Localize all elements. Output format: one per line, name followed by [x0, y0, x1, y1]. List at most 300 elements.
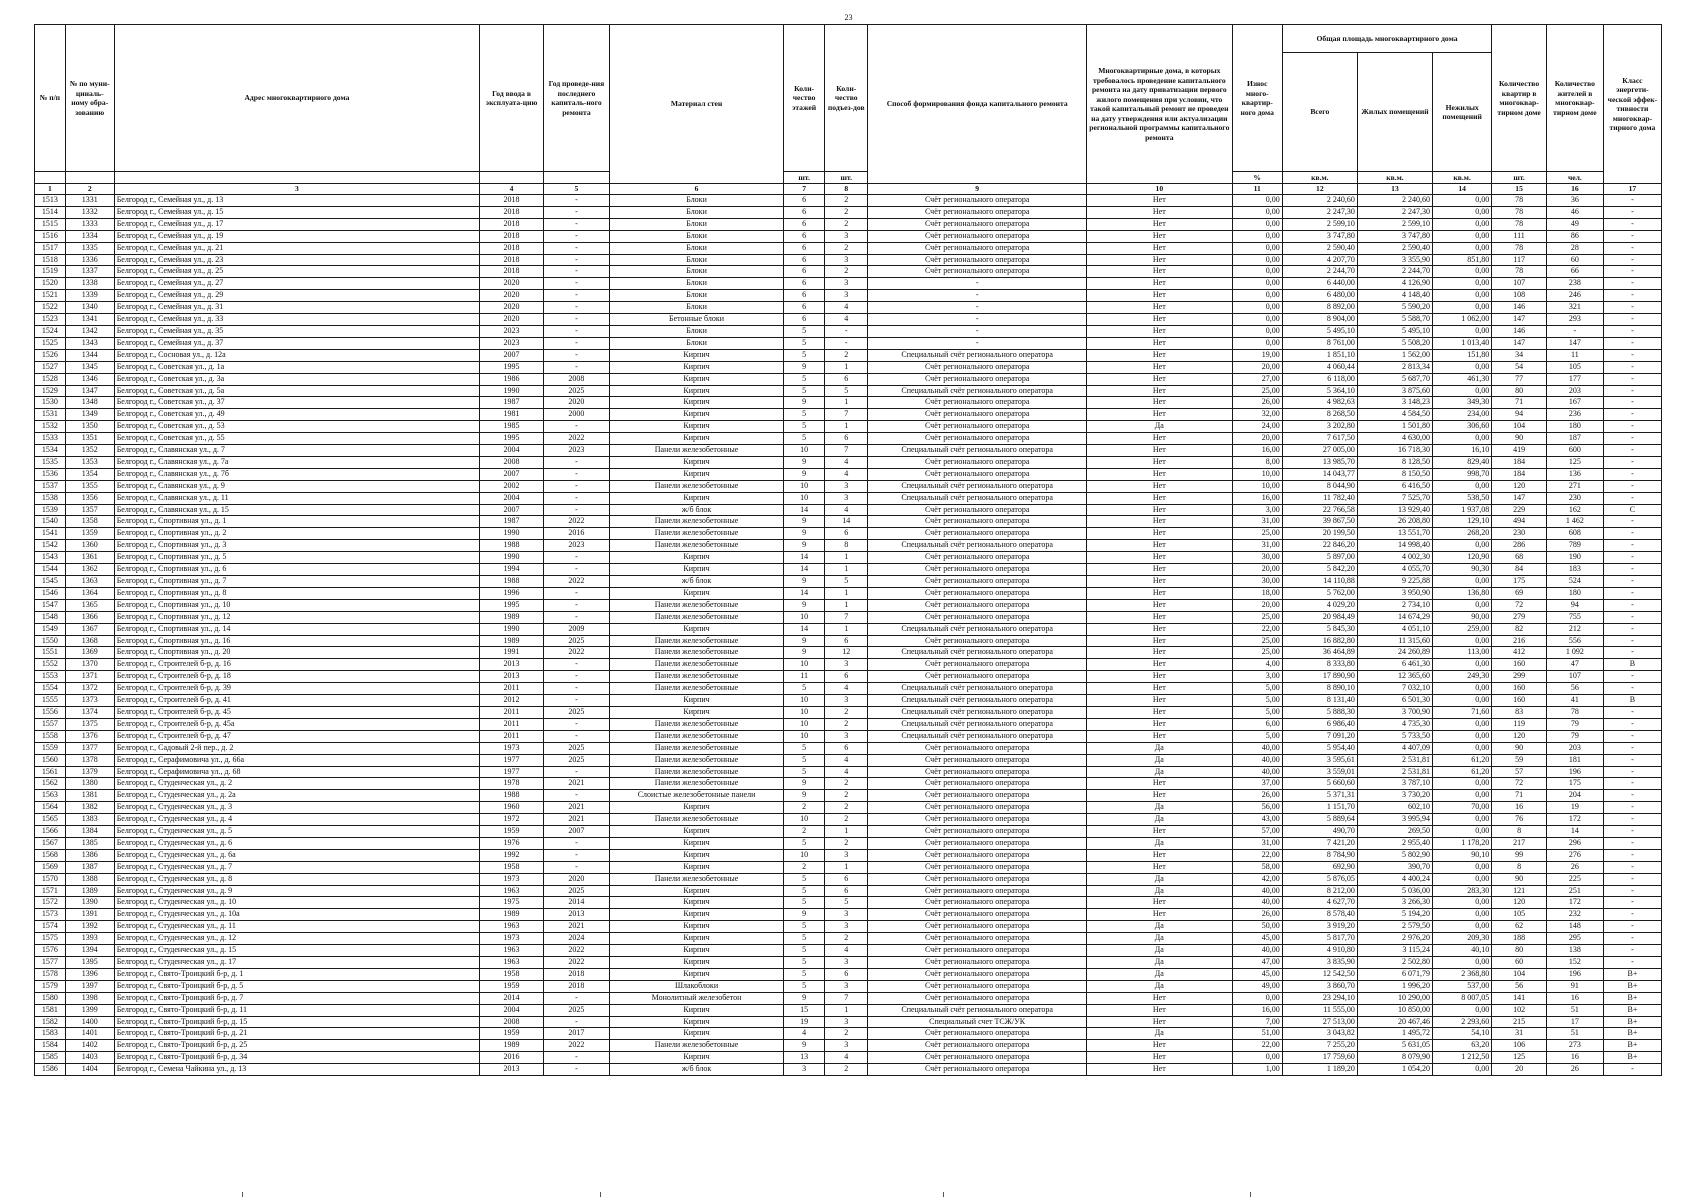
table-cell: В+ — [1603, 1028, 1661, 1040]
table-cell: 0,00 — [1433, 302, 1492, 314]
table-cell: 104 — [1492, 968, 1547, 980]
table-cell: 5 — [784, 337, 825, 349]
table-cell: 2 — [825, 206, 868, 218]
table-cell: 2025 — [543, 742, 609, 754]
table-row — [35, 337, 1662, 349]
table-cell: 1574 — [35, 921, 66, 933]
table-cell: - — [1603, 730, 1661, 742]
table-cell: 12 — [825, 647, 868, 659]
table-cell: 13 — [784, 1052, 825, 1064]
table-cell: 9 — [784, 635, 825, 647]
table-cell: 0,00 — [1433, 433, 1492, 445]
table-cell: Нет — [1086, 278, 1232, 290]
table-cell: 172 — [1546, 814, 1603, 826]
table-cell: 4 — [825, 766, 868, 778]
table-cell: 2007 — [480, 468, 544, 480]
table-cell: 1561 — [35, 766, 66, 778]
table-cell: Блоки — [609, 302, 783, 314]
table-cell: 1568 — [35, 849, 66, 861]
table-cell: - — [543, 456, 609, 468]
table-cell: Белгород г., Славянская ул., д. 7а — [114, 456, 479, 468]
table-cell: 2022 — [543, 647, 609, 659]
table-cell: 8 578,40 — [1282, 909, 1357, 921]
table-cell: 4 630,00 — [1357, 433, 1432, 445]
table-cell: 6 — [784, 302, 825, 314]
table-cell: 8 044,90 — [1282, 480, 1357, 492]
table-cell: Счёт регионального оператора — [868, 873, 1087, 885]
table-row — [35, 421, 1662, 433]
table-cell: 14 — [825, 516, 868, 528]
table-row — [35, 623, 1662, 635]
table-cell: 10 — [784, 849, 825, 861]
table-cell: 2 — [825, 1028, 868, 1040]
table-cell: Нет — [1086, 778, 1232, 790]
table-cell: 1555 — [35, 695, 66, 707]
table-cell: 6 — [825, 635, 868, 647]
table-cell: 0,00 — [1433, 576, 1492, 588]
table-cell: Счёт регионального оператора — [868, 242, 1087, 254]
table-row — [35, 564, 1662, 576]
table-cell: 2000 — [543, 409, 609, 421]
header-repair-required: Многоквартирные дома, в которых требовалось проведение капитального ремонта на дату приватизации первого жилого помещения при условии, что такой капитальный ремонт не проведен на дату утверждения или актуализации региональной программы капитального ремонта — [1086, 25, 1232, 184]
table-cell: 2 — [825, 242, 868, 254]
table-cell: 0,00 — [1433, 897, 1492, 909]
table-cell: 4 055,70 — [1357, 564, 1432, 576]
table-cell: 2020 — [480, 290, 544, 302]
table-cell: 0,00 — [1232, 302, 1282, 314]
table-cell: 2020 — [480, 302, 544, 314]
table-cell: 1388 — [65, 873, 114, 885]
table-cell: 20 984,49 — [1282, 611, 1357, 623]
table-cell: 1960 — [480, 802, 544, 814]
table-cell: 2011 — [480, 706, 544, 718]
table-cell: 3 995,94 — [1357, 814, 1432, 826]
table-cell: 196 — [1546, 766, 1603, 778]
table-cell: Нет — [1086, 468, 1232, 480]
table-cell: 18,00 — [1232, 587, 1282, 599]
table-cell: - — [1603, 576, 1661, 588]
table-cell: 1557 — [35, 718, 66, 730]
table-cell: 1573 — [35, 909, 66, 921]
table-cell: - — [543, 861, 609, 873]
table-cell: 6 440,00 — [1282, 278, 1357, 290]
table-cell: 1342 — [65, 325, 114, 337]
table-cell: 230 — [1546, 492, 1603, 504]
table-cell: - — [825, 325, 868, 337]
table-cell: 7 525,70 — [1357, 492, 1432, 504]
table-cell: 1543 — [35, 552, 66, 564]
table-cell: Нет — [1086, 695, 1232, 707]
table-cell: 1395 — [65, 957, 114, 969]
table-cell: 1333 — [65, 218, 114, 230]
table-cell: 4 910,80 — [1282, 945, 1357, 957]
table-cell: - — [1603, 635, 1661, 647]
table-cell: 51,00 — [1232, 1028, 1282, 1040]
table-cell: Счёт регионального оператора — [868, 754, 1087, 766]
table-cell: 10 — [784, 659, 825, 671]
table-cell: Кирпич — [609, 909, 783, 921]
table-cell: 0,00 — [1232, 242, 1282, 254]
column-number: 9 — [868, 184, 1087, 195]
table-cell: 1518 — [35, 254, 66, 266]
table-cell: 8 079,90 — [1357, 1052, 1432, 1064]
table-cell: 2 — [825, 814, 868, 826]
table-cell: Белгород г., Спортивная ул., д. 10 — [114, 599, 479, 611]
table-cell: 1563 — [35, 790, 66, 802]
table-cell: 209,30 — [1433, 933, 1492, 945]
table-cell: 6 — [825, 433, 868, 445]
table-cell: Да — [1086, 802, 1232, 814]
table-cell: Слоистые железобетонные панели — [609, 790, 783, 802]
table-cell: 20 467,46 — [1357, 1016, 1432, 1028]
table-cell: 998,70 — [1433, 468, 1492, 480]
table-cell: 1 054,20 — [1357, 1064, 1432, 1076]
table-cell: 2009 — [543, 623, 609, 635]
table-cell: 2 — [784, 861, 825, 873]
table-cell: 1536 — [35, 468, 66, 480]
table-cell: 1348 — [65, 397, 114, 409]
table-cell: 8 784,90 — [1282, 849, 1357, 861]
unit-empty — [543, 172, 609, 184]
table-cell: 22 766,58 — [1282, 504, 1357, 516]
table-cell: 1514 — [35, 206, 66, 218]
table-cell: 6 — [825, 373, 868, 385]
table-cell: Белгород г., Советская ул., д. 5а — [114, 385, 479, 397]
table-cell: 1515 — [35, 218, 66, 230]
table-cell: - — [1603, 957, 1661, 969]
table-cell: Белгород г., Семейная ул., д. 19 — [114, 230, 479, 242]
table-cell: 1 — [825, 587, 868, 599]
table-cell: 16 882,80 — [1282, 635, 1357, 647]
table-cell: 57 — [1492, 766, 1547, 778]
table-cell: 2025 — [543, 885, 609, 897]
table-cell: Кирпич — [609, 361, 783, 373]
table-cell: 5 588,70 — [1357, 314, 1432, 326]
table-cell: 1,00 — [1232, 1064, 1282, 1076]
table-cell: Белгород г., Свято-Троицкий б-р, д. 21 — [114, 1028, 479, 1040]
table-cell: 5 — [784, 683, 825, 695]
table-cell: Специальный счёт регионального оператора — [868, 683, 1087, 695]
table-cell: Белгород г., Советская ул., д. 53 — [114, 421, 479, 433]
table-cell: 17 890,90 — [1282, 671, 1357, 683]
table-cell: Нет — [1086, 504, 1232, 516]
table-cell: 2022 — [543, 576, 609, 588]
table-cell: 25,00 — [1232, 635, 1282, 647]
column-number: 13 — [1357, 184, 1432, 195]
table-cell: 10 — [784, 445, 825, 457]
table-cell: 1570 — [35, 873, 66, 885]
table-cell: 1995 — [480, 361, 544, 373]
table-cell: - — [543, 337, 609, 349]
table-cell: Белгород г., Строителей б-р, д. 16 — [114, 659, 479, 671]
table-cell: 20 199,50 — [1282, 528, 1357, 540]
table-cell: 0,00 — [1433, 480, 1492, 492]
table-row — [35, 290, 1662, 302]
table-cell: 6 — [825, 671, 868, 683]
table-cell: - — [1603, 325, 1661, 337]
table-cell: 10 — [784, 695, 825, 707]
table-cell: 49,00 — [1232, 980, 1282, 992]
table-row — [35, 778, 1662, 790]
table-cell: 56 — [1546, 683, 1603, 695]
table-cell: Белгород г., Студенческая ул., д. 2 — [114, 778, 479, 790]
header-apartments: Количество квартир в многоквар-тирном доме — [1492, 25, 1547, 172]
table-cell: 2023 — [543, 540, 609, 552]
table-cell: Нет — [1086, 849, 1232, 861]
table-cell: 7 — [825, 611, 868, 623]
table-cell: - — [1603, 409, 1661, 421]
table-cell: 13 551,70 — [1357, 528, 1432, 540]
table-cell: 0,00 — [1433, 742, 1492, 754]
table-cell: 1963 — [480, 885, 544, 897]
table-cell: Кирпич — [609, 623, 783, 635]
table-cell: 1516 — [35, 230, 66, 242]
table-cell: Кирпич — [609, 1004, 783, 1016]
table-cell: 14 — [784, 564, 825, 576]
table-cell: 3 — [825, 957, 868, 969]
table-cell: 1398 — [65, 992, 114, 1004]
table-cell: 4 627,70 — [1282, 897, 1357, 909]
table-cell: 2 531,81 — [1357, 766, 1432, 778]
table-cell: 11 315,60 — [1357, 635, 1432, 647]
table-cell: 3 115,24 — [1357, 945, 1432, 957]
table-cell: Счёт регионального оператора — [868, 635, 1087, 647]
table-cell: 60 — [1492, 957, 1547, 969]
table-cell: 0,00 — [1433, 242, 1492, 254]
table-cell: 46 — [1546, 206, 1603, 218]
table-cell: 20,00 — [1232, 564, 1282, 576]
table-cell: Счёт регионального оператора — [868, 421, 1087, 433]
table-cell: В+ — [1603, 968, 1661, 980]
table-cell: Блоки — [609, 195, 783, 207]
table-cell: 14 — [784, 504, 825, 516]
table-cell: 789 — [1546, 540, 1603, 552]
table-cell: 0,00 — [1433, 778, 1492, 790]
table-cell: 90,30 — [1433, 564, 1492, 576]
table-cell: Да — [1086, 766, 1232, 778]
table-cell: 6 — [825, 885, 868, 897]
table-cell: 175 — [1492, 576, 1547, 588]
table-cell: 3 — [825, 980, 868, 992]
table-cell: 8,00 — [1232, 456, 1282, 468]
table-cell: ж/б блок — [609, 504, 783, 516]
table-cell: 120 — [1492, 480, 1547, 492]
table-cell: 1959 — [480, 1028, 544, 1040]
table-cell: 40,00 — [1232, 945, 1282, 957]
table-cell: 9 — [784, 576, 825, 588]
table-row — [35, 695, 1662, 707]
table-cell: 1989 — [480, 909, 544, 921]
table-cell: 5 036,00 — [1357, 885, 1432, 897]
table-cell: Счёт регионального оператора — [868, 599, 1087, 611]
header-last-repair-year: Год проведе-ния последнего капиталь-ного ремонта — [543, 25, 609, 172]
header-residents: Количество жителей в многоквар-тирном доме — [1546, 25, 1603, 172]
table-cell: 296 — [1546, 837, 1603, 849]
table-cell: 39 867,50 — [1282, 516, 1357, 528]
table-cell: 2 240,60 — [1282, 195, 1357, 207]
housing-register-table — [34, 24, 1662, 1076]
table-cell: 2011 — [480, 730, 544, 742]
table-cell: 1 178,20 — [1433, 837, 1492, 849]
table-cell: 2023 — [480, 325, 544, 337]
table-cell: 4 400,24 — [1357, 873, 1432, 885]
table-cell: Блоки — [609, 278, 783, 290]
header-fund-method: Способ формирования фонда капитального ремонта — [868, 25, 1087, 184]
table-cell: 8 268,50 — [1282, 409, 1357, 421]
table-cell: 180 — [1546, 587, 1603, 599]
table-cell: 2022 — [543, 433, 609, 445]
table-cell: 268,20 — [1433, 528, 1492, 540]
table-row — [35, 445, 1662, 457]
table-cell: 5 733,50 — [1357, 730, 1432, 742]
table-cell: 78 — [1492, 266, 1547, 278]
header-wear: Износ много-квартир-ного дома — [1232, 25, 1282, 172]
table-cell: Белгород г., Советская ул., д. 1а — [114, 361, 479, 373]
table-cell: 3 — [825, 230, 868, 242]
table-cell: Кирпич — [609, 1016, 783, 1028]
table-cell: 1575 — [35, 933, 66, 945]
table-cell: Нет — [1086, 706, 1232, 718]
table-cell: - — [1603, 195, 1661, 207]
table-cell: 0,00 — [1433, 730, 1492, 742]
unit-area-nonresidential: кв.м. — [1433, 172, 1492, 184]
table-cell: Кирпич — [609, 421, 783, 433]
table-cell: - — [543, 254, 609, 266]
table-cell: 1385 — [65, 837, 114, 849]
table-cell: 1981 — [480, 409, 544, 421]
table-cell: 105 — [1546, 361, 1603, 373]
table-cell: - — [1603, 849, 1661, 861]
unit-entrances: шт. — [825, 172, 868, 184]
table-cell: 1 996,20 — [1357, 980, 1432, 992]
table-cell: 2020 — [543, 873, 609, 885]
table-cell: Белгород г., Студенческая ул., д. 10 — [114, 897, 479, 909]
table-cell: 9 225,88 — [1357, 576, 1432, 588]
table-cell: 1554 — [35, 683, 66, 695]
table-row — [35, 195, 1662, 207]
table-row — [35, 230, 1662, 242]
table-cell: 1972 — [480, 814, 544, 826]
table-cell: 5 897,00 — [1282, 552, 1357, 564]
table-cell: 4 — [825, 754, 868, 766]
table-cell: Нет — [1086, 445, 1232, 457]
table-cell: - — [868, 325, 1087, 337]
table-cell: 6 — [825, 742, 868, 754]
table-cell: 148 — [1546, 921, 1603, 933]
table-cell: Панели железобетонные — [609, 742, 783, 754]
table-cell: Да — [1086, 421, 1232, 433]
table-cell: Кирпич — [609, 849, 783, 861]
table-cell: 177 — [1546, 373, 1603, 385]
table-cell: 3 — [825, 290, 868, 302]
table-cell: Белгород г., Семейная ул., д. 31 — [114, 302, 479, 314]
table-cell: Счёт регионального оператора — [868, 516, 1087, 528]
table-cell: 8 333,80 — [1282, 659, 1357, 671]
table-cell: Счёт регионального оператора — [868, 1064, 1087, 1076]
table-cell: 84 — [1492, 564, 1547, 576]
column-number: 15 — [1492, 184, 1547, 195]
table-cell: 3 700,90 — [1357, 706, 1432, 718]
table-cell: 1522 — [35, 302, 66, 314]
table-cell: - — [543, 468, 609, 480]
table-cell: 11 — [1546, 349, 1603, 361]
table-cell: 14 — [784, 587, 825, 599]
table-cell: В+ — [1603, 1052, 1661, 1064]
table-cell: Нет — [1086, 433, 1232, 445]
table-cell: 7 — [825, 445, 868, 457]
table-cell: 160 — [1492, 695, 1547, 707]
table-cell: Белгород г., Студенческая ул., д. 4 — [114, 814, 479, 826]
table-cell: 72 — [1492, 599, 1547, 611]
table-cell: - — [1603, 778, 1661, 790]
table-cell: 2024 — [543, 933, 609, 945]
table-cell: 40,00 — [1232, 754, 1282, 766]
table-cell: 3 — [825, 695, 868, 707]
table-row — [35, 433, 1662, 445]
table-cell: 1581 — [35, 1004, 66, 1016]
table-cell: 2 368,80 — [1433, 968, 1492, 980]
table-cell: 0,00 — [1232, 254, 1282, 266]
table-cell: Счёт регионального оператора — [868, 528, 1087, 540]
table-cell: 246 — [1546, 290, 1603, 302]
table-cell: 147 — [1492, 337, 1547, 349]
table-cell: 1517 — [35, 242, 66, 254]
table-cell: 2 734,10 — [1357, 599, 1432, 611]
table-cell: Белгород г., Спортивная ул., д. 14 — [114, 623, 479, 635]
table-cell: 17 — [1546, 1016, 1603, 1028]
table-cell: - — [543, 695, 609, 707]
table-cell: 49 — [1546, 218, 1603, 230]
table-cell: 1558 — [35, 730, 66, 742]
table-cell: 4 584,50 — [1357, 409, 1432, 421]
table-cell: 160 — [1492, 683, 1547, 695]
table-cell: 138 — [1546, 945, 1603, 957]
table-cell: Белгород г., Студенческая ул., д. 2а — [114, 790, 479, 802]
table-cell: Счёт регионального оператора — [868, 564, 1087, 576]
table-cell: 1521 — [35, 290, 66, 302]
table-cell: 0,00 — [1433, 385, 1492, 397]
table-cell: 5 371,31 — [1282, 790, 1357, 802]
table-cell: 36 — [1546, 195, 1603, 207]
table-cell: 1365 — [65, 599, 114, 611]
table-cell: 0,00 — [1232, 325, 1282, 337]
table-cell: Кирпич — [609, 397, 783, 409]
table-cell: 283,30 — [1433, 885, 1492, 897]
table-cell: - — [543, 683, 609, 695]
table-cell: 1586 — [35, 1064, 66, 1076]
table-cell: 1987 — [480, 516, 544, 528]
table-cell: 419 — [1492, 445, 1547, 457]
table-cell: 1 851,10 — [1282, 349, 1357, 361]
table-cell: 1991 — [480, 647, 544, 659]
table-cell: Кирпич — [609, 968, 783, 980]
table-cell: Панели железобетонные — [609, 635, 783, 647]
table-row — [35, 242, 1662, 254]
table-cell: Специальный счёт регионального оператора — [868, 540, 1087, 552]
table-cell: 120,90 — [1433, 552, 1492, 564]
table-cell: Панели железобетонные — [609, 647, 783, 659]
table-cell: 70,00 — [1433, 802, 1492, 814]
table-row — [35, 957, 1662, 969]
table-cell: 14 043,77 — [1282, 468, 1357, 480]
table-cell: 77 — [1492, 373, 1547, 385]
table-cell: Белгород г., Семейная ул., д. 35 — [114, 325, 479, 337]
table-cell: 129,10 — [1433, 516, 1492, 528]
table-cell: Да — [1086, 754, 1232, 766]
table-cell: Счёт регионального оператора — [868, 802, 1087, 814]
table-cell: 1540 — [35, 516, 66, 528]
table-cell: 1 — [825, 826, 868, 838]
